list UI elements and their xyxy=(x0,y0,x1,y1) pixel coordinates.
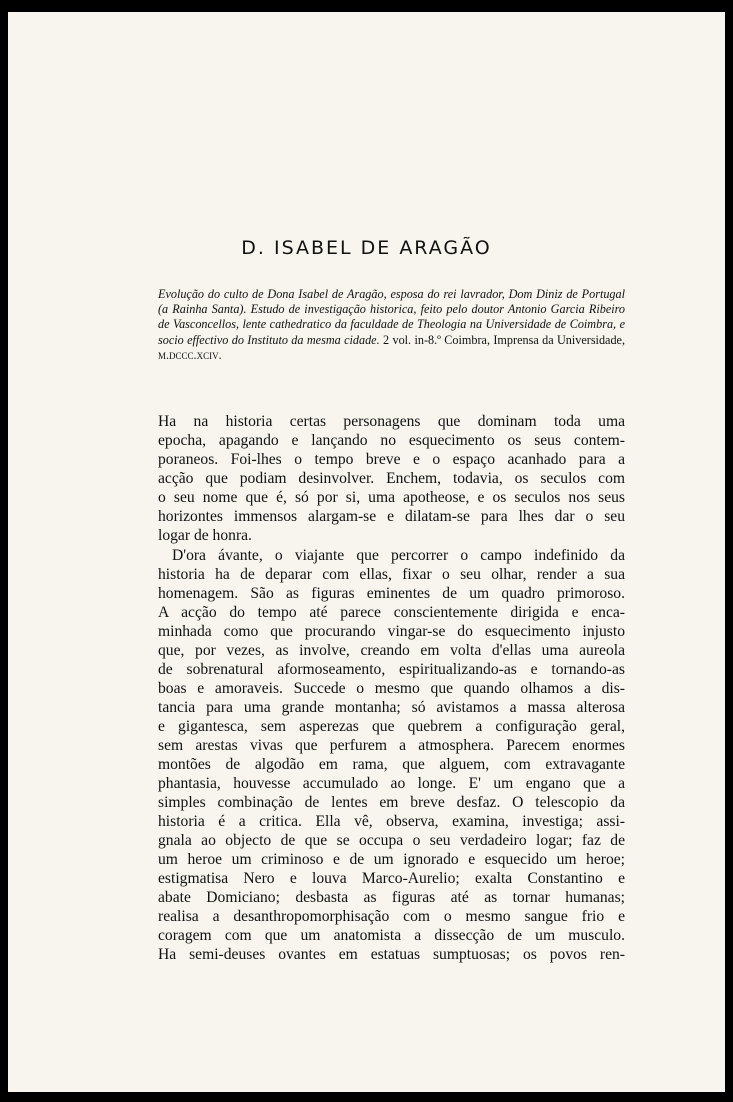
publication-year: m.dccc.xciv. xyxy=(158,347,222,362)
body-line: abate Domiciano; desbasta as figuras até as tornar humanas; xyxy=(158,889,625,906)
body-line: realisa a desanthropomorphisação com o mesmo sangue frio e xyxy=(158,908,625,925)
body-line: logar de honra. xyxy=(158,527,252,544)
body-line: sem arestas vivas que perfurem a atmosphera. Parecem enormes xyxy=(158,737,625,754)
body-line: horizontes immensos alargam-se e dilatam-se para lhes dar o seu xyxy=(158,508,625,525)
body-line: um heroe um criminoso e de um ignorado e esquecido um heroe; xyxy=(158,851,625,868)
body-line: estigmatisa Nero e louva Marco-Aurelio; exalta Constantino e xyxy=(158,870,625,887)
body-line: acção que podiam desinvolver. Enchem, todavia, os seculos com xyxy=(158,470,625,487)
body-line: montões de algodão em rama, que alguem, com extravagante xyxy=(158,756,625,773)
article-title: D. ISABEL DE ARAGÃO xyxy=(241,237,492,259)
body-line: coragem com que um anatomista a dissecção de um musculo. xyxy=(158,927,625,944)
body-line: o seu nome que é, só por si, uma apotheose, e os seculos nos seus xyxy=(158,489,625,506)
body-line: historia ha de deparar com ellas, fixar o seu olhar, render a sua xyxy=(158,566,625,583)
body-line: minhada como que procurando vingar-se do esquecimento injusto xyxy=(158,623,625,640)
body-line: tancia para uma grande montanha; só avistamos a massa alterosa xyxy=(158,699,625,716)
bibliographic-reference xyxy=(158,287,625,363)
body-line: simples combinação de lentes em breve desfaz. O telescopio da xyxy=(158,794,625,811)
body-line: e gigantesca, sem asperezas que quebrem a configuração geral, xyxy=(158,718,625,735)
body-line: Ha na historia certas personagens que dominam toda uma xyxy=(158,413,625,430)
body-line: que, por vezes, as involve, creando em volta d'ellas uma aureola xyxy=(158,642,625,659)
body-line: de sobrenatural aformoseamento, espiritualizando-as e tornando-as xyxy=(158,661,625,678)
publication-details: 2 vol. in-8.º Coimbra, Imprensa da Universidade, xyxy=(379,332,626,347)
body-line: boas e amoraveis. Succede o mesmo que quando olhamos a dis- xyxy=(158,680,625,697)
body-line: homenagem. São as figuras eminentes de um quadro primoroso. xyxy=(158,585,625,602)
body-line: historia é a critica. Ella vê, observa, examina, investiga; assi- xyxy=(158,813,625,830)
body-line: phantasia, houvesse accumulado ao longe. E' um engano que a xyxy=(158,775,625,792)
body-line: epocha, apagando e lançando no esquecimento os seus contem- xyxy=(158,432,625,449)
book-citation: Evolução do culto de Dona Isabel de Aragão, esposa do rei lavrador, Dom Diniz de Portugal (a Rainha Santa). Estudo de investigação historica, feito pelo doutor Antonio Garcia Ribeiro de Vasconcellos, lente cathedratico da faculdade de Theologia na Universidade de Coimbra, e socio effectivo do Instituto da mesma cidade. xyxy=(158,287,625,347)
body-line: A acção do tempo até parece conscientemente dirigida e enca- xyxy=(158,604,625,621)
body-line: D'ora ávante, o viajante que percorrer o campo indefinido da xyxy=(172,547,625,564)
body-line: Ha semi-deuses ovantes em estatuas sumptuosas; os povos ren- xyxy=(158,946,625,963)
body-line: gnala ao objecto de que se occupa o seu verdadeiro logar; faz de xyxy=(158,832,625,849)
body-line: poraneos. Foi-lhes o tempo breve e o espaço acanhado para a xyxy=(158,451,625,468)
